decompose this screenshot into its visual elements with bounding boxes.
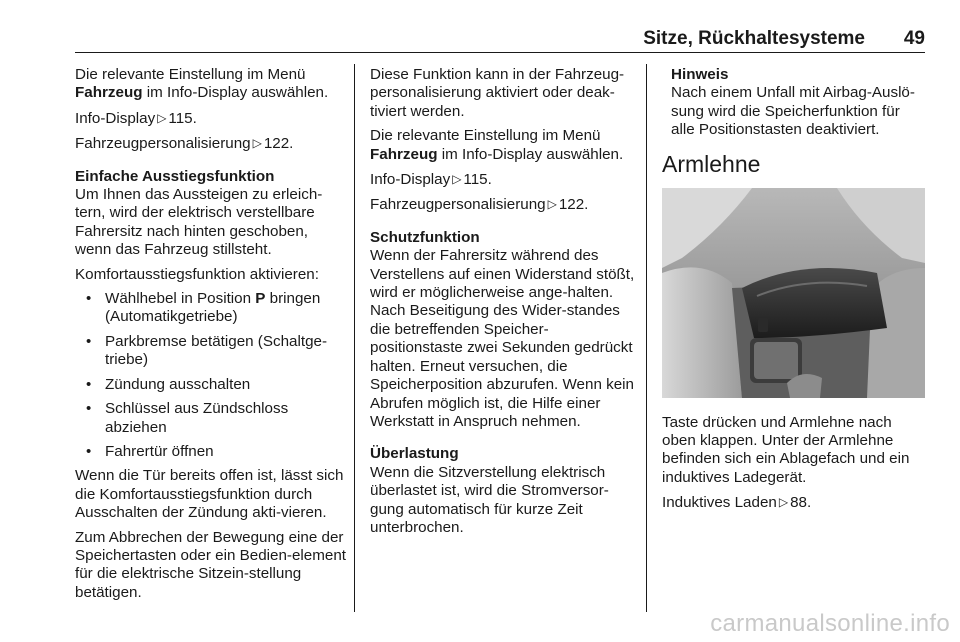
section-paragraph: Schutzfunktion Wenn der Fahrersitz während des Verstellens auf einen Widerstand stößt, wird er möglicherweise ange-halten. Nach Beseitigung des Wider-standes die betreffenden Speicher-positionstaste zwei Sekunden gedrückt halten. Erneut versuchen, die Speicherposition abzurufen. Wenn kein Abrufen möglich ist, die Hilfe einer Werkstatt in Anspruch nehmen. [370,229,638,431]
column-divider [354,64,355,612]
section-paragraph: Überlastung Wenn die Sitzverstellung elektrisch überlastet ist, wird die Stromversor-gung automatisch für kurze Zeit unterbrochen. [370,445,638,537]
reference-arrow-icon: ▷ [252,136,262,151]
list-item: • Zündung ausschalten [75,376,347,394]
reference-arrow-icon: ▷ [452,172,462,187]
section-title: Armlehne [662,150,761,177]
note-title: Hinweis [671,66,729,83]
column-middle [370,66,638,543]
paragraph: Die relevante Einstellung im Menü Fahrzeug im Info-Display auswählen. [75,66,329,102]
column-divider [646,64,647,612]
list-item: • Fahrertür öffnen [75,443,347,461]
list-item: • Wählhebel in Position P bringen (Automatikgetriebe) [75,290,347,327]
list-item: • Parkbremse betätigen (Schaltge-triebe) [75,333,347,370]
cross-reference[interactable]: Info-Display ▷ 115. [75,109,197,127]
cross-reference[interactable]: Fahrzeugpersonalisierung ▷ 122. [75,135,294,153]
paragraph: Zum Abbrechen der Bewegung eine der Speichertasten oder ein Bedien-element für die elektrische Sitzein-stellung betätigen. [75,528,347,601]
list-intro: Komfortausstiegsfunktion aktivieren: [75,265,319,283]
note-text: Nach einem Unfall mit Airbag-Auslö-sung wird die Speicherfunktion für alle Positionstasten deaktiviert. [671,84,915,139]
column-left [75,66,347,608]
section-heading: Schutzfunktion [370,228,480,246]
header-title: Sitze, Rückhaltesysteme [643,28,865,49]
reference-arrow-icon: ▷ [157,110,167,125]
menu-name: Fahrzeug [370,145,438,163]
armrest-photo [662,188,925,398]
paragraph: Die relevante Einstellung im Menü Fahrzeug im Info-Display auswählen. [370,127,624,163]
section-heading: Überlastung [370,445,459,463]
note-box [662,66,927,140]
reference-arrow-icon: ▷ [778,495,789,510]
cross-reference[interactable]: Induktives Laden ▷ 88. [662,494,812,512]
section-paragraph: Einfache Ausstiegsfunktion Um Ihnen das Aussteigen zu erleich-tern, wird der elektrisch verstellbare Fahrersitz nach hinten geschoben, wenn das Fahrzeug stillsteht. [75,168,347,260]
reference-arrow-icon: ▷ [547,197,557,212]
section-heading: Einfache Ausstiegsfunktion [75,167,275,185]
list-item: • Schlüssel aus Zündschloss abziehen [75,400,347,437]
page-header [75,22,925,53]
paragraph: Taste drücken und Armlehne nach oben klappen. Unter der Armlehne befinden sich ein Ablagefach und ein induktives Ladegerät. [662,413,910,486]
cross-reference[interactable]: Fahrzeugpersonalisierung ▷ 122. [370,196,589,214]
cross-reference[interactable]: Info-Display ▷ 115. [370,171,492,189]
menu-name: Fahrzeug [75,84,143,102]
paragraph: Wenn die Tür bereits offen ist, lässt sich die Komfortausstiegsfunktion durch Ausschalten der Zündung akti-vieren. [75,467,344,522]
page-number: 49 [903,28,925,49]
paragraph: Diese Funktion kann in der Fahrzeug-personalisierung aktiviert oder deak-tiviert werden. [370,66,625,120]
step-list [75,290,347,461]
watermark: carmanualsonline.info [710,610,950,637]
column-right [662,66,927,519]
